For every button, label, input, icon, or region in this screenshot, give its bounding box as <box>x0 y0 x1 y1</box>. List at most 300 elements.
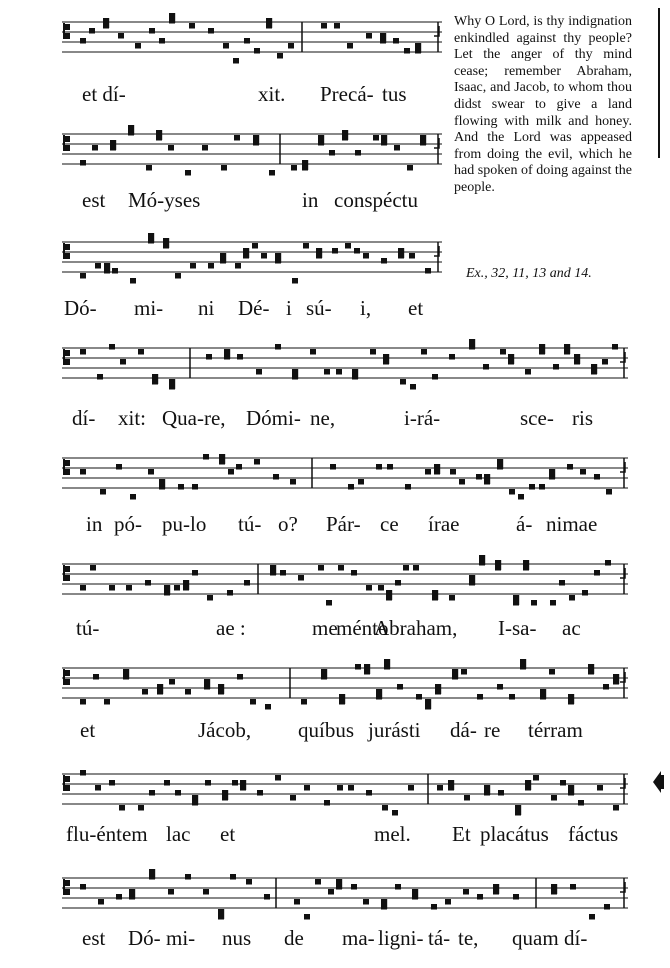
neume-icon <box>228 469 234 475</box>
neume-icon <box>410 384 416 390</box>
neume-icon <box>582 590 588 596</box>
lyric-syllable: placátus <box>480 822 549 846</box>
lyric-syllable: ce <box>380 512 399 536</box>
neume-icon <box>445 899 451 905</box>
neume-icon <box>208 28 214 34</box>
neume-icon <box>208 263 214 269</box>
neume-icon <box>559 580 565 586</box>
neume-icon <box>363 899 369 905</box>
lyric-syllable: in <box>302 188 319 212</box>
neume-icon <box>509 489 515 495</box>
page-edge-rule <box>658 8 660 158</box>
neume-icon <box>109 344 115 350</box>
neume-icon <box>80 349 86 355</box>
neume-icon <box>80 160 86 166</box>
neume-icon <box>233 58 239 64</box>
neume-icon <box>336 369 342 375</box>
neume-icon <box>185 170 191 176</box>
neume-icon <box>149 790 155 796</box>
neume-icon <box>237 354 243 360</box>
neume-icon <box>275 344 281 350</box>
lyric-syllable: i <box>286 296 292 320</box>
do-clef-icon <box>63 879 70 895</box>
custos-icon <box>620 672 625 682</box>
lyric-syllable: et dí- <box>82 82 126 106</box>
neume-icon <box>277 53 283 59</box>
do-clef-icon <box>63 669 70 685</box>
neume-icon <box>203 454 209 460</box>
neume-icon <box>603 684 609 690</box>
lyric-syllable: in <box>86 512 103 536</box>
lyric-syllable: et <box>220 822 236 846</box>
neume-icon <box>476 474 482 480</box>
neume-icon <box>513 894 519 900</box>
lyric-syllable: nimae <box>546 512 598 536</box>
neume-icon <box>112 268 118 274</box>
neume-icon <box>235 263 241 269</box>
neume-icon <box>613 805 619 811</box>
custos-icon <box>434 26 439 36</box>
neume-icon <box>382 805 388 811</box>
lyric-syllable: dí- <box>72 406 96 430</box>
neume-icon <box>232 780 238 786</box>
neume-icon <box>580 469 586 475</box>
neume-icon <box>408 785 414 791</box>
neume-icon <box>89 28 95 34</box>
staff-6 <box>62 558 628 602</box>
neume-icon <box>304 914 310 920</box>
neume-icon <box>120 359 126 365</box>
neume-icon <box>318 565 324 571</box>
neume-icon <box>393 38 399 44</box>
lyric-syllable: I-sa- <box>498 616 537 640</box>
neume-icon <box>355 664 361 670</box>
neume-icon <box>395 580 401 586</box>
neume-icon <box>366 790 372 796</box>
lyric-syllable: Dó- <box>128 926 161 950</box>
neume-icon <box>261 253 267 259</box>
neume-icon <box>432 374 438 380</box>
neume-icon <box>227 590 233 596</box>
staff-4 <box>62 342 628 386</box>
neume-icon <box>461 669 467 675</box>
neume-icon <box>550 600 556 606</box>
neume-icon <box>373 135 379 141</box>
neume-icon <box>378 585 384 591</box>
neume-icon <box>206 354 212 360</box>
lyric-syllable: mel. <box>374 822 411 846</box>
custos-icon <box>620 352 625 362</box>
neume-icon <box>464 795 470 801</box>
neume-icon <box>80 469 86 475</box>
neume-icon <box>292 278 298 284</box>
neume-icon <box>273 474 279 480</box>
lyric-syllable: Abraham, <box>374 616 458 640</box>
neume-icon <box>539 484 545 490</box>
neume-icon <box>477 894 483 900</box>
staff-8 <box>62 768 628 812</box>
lyric-syllable: Dé- <box>238 296 270 320</box>
do-clef-icon <box>63 459 70 475</box>
neume-icon <box>355 150 361 156</box>
neume-icon <box>518 494 524 500</box>
neume-icon <box>130 278 136 284</box>
lyric-syllable: i-rá- <box>404 406 441 430</box>
neume-icon <box>256 369 262 375</box>
lyric-syllable: xit. <box>258 82 286 106</box>
neume-icon <box>404 48 410 54</box>
custos-icon <box>620 882 625 892</box>
lyric-syllable: Pár- <box>326 512 361 536</box>
neume-icon <box>244 38 250 44</box>
lyric-syllable: térram <box>528 718 583 742</box>
neume-icon <box>303 243 309 249</box>
neume-icon <box>315 879 321 885</box>
lyric-syllable: dí- <box>564 926 588 950</box>
neume-icon <box>326 600 332 606</box>
lyric-syllable: tá- <box>428 926 451 950</box>
neume-icon <box>95 785 101 791</box>
neume-icon <box>104 699 110 705</box>
neume-icon <box>280 570 286 576</box>
neume-icon <box>403 565 409 571</box>
neume-icon <box>606 489 612 495</box>
neume-icon <box>138 349 144 355</box>
lyric-syllable: írae <box>428 512 460 536</box>
lyric-syllable: Precá- <box>320 82 374 106</box>
neume-icon <box>169 679 175 685</box>
neume-icon <box>594 570 600 576</box>
neume-icon <box>148 469 154 475</box>
neume-icon <box>254 48 260 54</box>
staff-7 <box>62 662 628 706</box>
do-clef-icon <box>63 349 70 365</box>
lyric-syllable: Mó-yses <box>128 188 201 212</box>
neume-icon <box>269 170 275 176</box>
lyric-syllable: ma- <box>342 926 375 950</box>
neume-icon <box>189 23 195 29</box>
neume-icon <box>164 780 170 786</box>
neume-icon <box>351 570 357 576</box>
neume-icon <box>337 785 343 791</box>
neume-icon <box>321 23 327 29</box>
neume-icon <box>146 165 152 171</box>
lyric-syllable: quíbus <box>298 718 355 742</box>
neume-icon <box>449 354 455 360</box>
lyric-syllable: quam <box>512 926 559 950</box>
neume-icon <box>324 369 330 375</box>
neume-icon <box>569 595 575 601</box>
neume-icon <box>370 349 376 355</box>
neume-icon <box>159 38 165 44</box>
neume-icon <box>168 145 174 151</box>
lyric-syllable: tus <box>382 82 407 106</box>
lyric-syllable: et <box>408 296 424 320</box>
lyric-syllable: o? <box>278 512 298 536</box>
neume-icon <box>230 874 236 880</box>
neume-icon <box>290 479 296 485</box>
scripture-citation: Ex., 32, 11, 13 and 14. <box>466 266 592 281</box>
staff-5 <box>62 452 628 496</box>
margin-arrow-icon <box>651 767 665 797</box>
lyric-syllable: flu-éntem <box>66 822 148 846</box>
lyric-syllable: ligni- <box>378 926 424 950</box>
lyric-syllable: te, <box>458 926 479 950</box>
neume-icon <box>351 884 357 890</box>
lyric-syllable: Dómi- <box>246 406 301 430</box>
neume-icon <box>425 268 431 274</box>
neume-icon <box>459 479 465 485</box>
lyric-syllable: et <box>80 718 96 742</box>
neume-icon <box>497 684 503 690</box>
neume-icon <box>498 790 504 796</box>
neume-icon <box>244 580 250 586</box>
neume-icon <box>376 464 382 470</box>
neume-icon <box>80 273 86 279</box>
neume-icon <box>116 894 122 900</box>
lyric-syllable: me <box>312 616 338 640</box>
neume-icon <box>100 489 106 495</box>
lyric-syllable: ne, <box>310 406 336 430</box>
neume-icon <box>252 243 258 249</box>
neume-icon <box>109 780 115 786</box>
neume-icon <box>395 884 401 890</box>
neume-icon <box>529 484 535 490</box>
neume-icon <box>531 600 537 606</box>
neume-icon <box>594 474 600 480</box>
lyric-syllable: ae : <box>216 616 246 640</box>
neume-icon <box>291 165 297 171</box>
lyric-syllable: mi- <box>166 926 196 950</box>
neume-icon <box>116 464 122 470</box>
neume-icon <box>92 145 98 151</box>
custos-icon <box>620 568 625 578</box>
neume-icon <box>330 464 336 470</box>
neume-icon <box>207 595 213 601</box>
do-clef-icon <box>63 775 70 791</box>
neume-icon <box>597 785 603 791</box>
staff-9 <box>62 872 628 916</box>
neume-icon <box>126 585 132 591</box>
neume-icon <box>348 484 354 490</box>
neume-icon <box>234 135 240 141</box>
neume-icon <box>257 790 263 796</box>
neume-icon <box>345 243 351 249</box>
lyric-syllable: est <box>82 188 106 212</box>
neume-icon <box>570 884 576 890</box>
neume-icon <box>97 374 103 380</box>
neume-icon <box>310 349 316 355</box>
neume-icon <box>394 145 400 151</box>
neume-icon <box>431 904 437 910</box>
staff-1 <box>62 16 442 60</box>
neume-icon <box>142 689 148 695</box>
neume-icon <box>409 253 415 259</box>
lyric-syllable: sú- <box>306 296 332 320</box>
neume-icon <box>203 889 209 895</box>
neume-icon <box>168 889 174 895</box>
lyric-syllable: ac <box>562 616 581 640</box>
lyric-syllable: ni <box>198 296 215 320</box>
neume-icon <box>405 484 411 490</box>
neume-icon <box>80 884 86 890</box>
neume-icon <box>348 785 354 791</box>
lyric-syllable: Jácob, <box>198 718 252 742</box>
neume-icon <box>525 369 531 375</box>
neume-icon <box>202 145 208 151</box>
custos-icon <box>620 462 625 472</box>
neume-icon <box>175 273 181 279</box>
lyric-syllable: ris <box>572 406 593 430</box>
neume-icon <box>500 349 506 355</box>
neume-icon <box>551 795 557 801</box>
neume-icon <box>265 704 271 710</box>
neume-icon <box>80 699 86 705</box>
neume-icon <box>334 23 340 29</box>
neume-icon <box>425 469 431 475</box>
neume-icon <box>236 464 242 470</box>
lyric-syllable: lac <box>166 822 191 846</box>
neume-icon <box>250 699 256 705</box>
neume-icon <box>560 780 566 786</box>
lyric-syllable: Et <box>452 822 471 846</box>
neume-icon <box>387 464 393 470</box>
neume-icon <box>246 879 252 885</box>
lyric-syllable: est <box>82 926 106 950</box>
neume-icon <box>185 689 191 695</box>
neume-icon <box>93 674 99 680</box>
lyric-syllable: Dó- <box>64 296 97 320</box>
neume-icon <box>589 914 595 920</box>
do-clef-icon <box>63 135 70 151</box>
neume-icon <box>400 379 406 385</box>
neume-icon <box>407 165 413 171</box>
neume-icon <box>109 585 115 591</box>
neume-icon <box>221 165 227 171</box>
neume-icon <box>553 364 559 370</box>
neume-icon <box>329 150 335 156</box>
lyric-syllable: xit: <box>118 406 147 430</box>
neume-icon <box>549 669 555 675</box>
neume-icon <box>477 694 483 700</box>
neume-icon <box>190 263 196 269</box>
neume-icon <box>223 43 229 49</box>
lyric-syllable: Qua-re, <box>162 406 226 430</box>
neume-icon <box>237 674 243 680</box>
custos-icon <box>620 778 625 788</box>
neume-icon <box>363 253 369 259</box>
neume-icon <box>354 248 360 254</box>
neume-icon <box>145 580 151 586</box>
neume-icon <box>347 43 353 49</box>
neume-icon <box>381 258 387 264</box>
neume-icon <box>602 359 608 365</box>
neume-icon <box>392 810 398 816</box>
lyric-syllable: re <box>484 718 501 742</box>
lyric-syllable: pó- <box>114 512 142 536</box>
lyric-syllable: ménto <box>336 616 389 640</box>
neume-icon <box>483 364 489 370</box>
lyric-syllable: mi- <box>134 296 164 320</box>
neume-icon <box>437 785 443 791</box>
neume-icon <box>509 694 515 700</box>
neume-icon <box>450 469 456 475</box>
neume-icon <box>578 800 584 806</box>
neume-icon <box>298 575 304 581</box>
neume-icon <box>178 484 184 490</box>
neume-icon <box>149 28 155 34</box>
staff-2 <box>62 128 442 172</box>
lyric-syllable: jurásti <box>368 718 421 742</box>
neume-icon <box>605 560 611 566</box>
neume-icon <box>604 904 610 910</box>
neume-icon <box>304 785 310 791</box>
neume-icon <box>288 43 294 49</box>
neume-icon <box>95 263 101 269</box>
do-clef-icon <box>63 243 70 259</box>
custos-icon <box>434 246 439 256</box>
lyric-syllable: fáctus <box>568 822 619 846</box>
neume-icon <box>80 585 86 591</box>
lyric-syllable: á- <box>516 512 533 536</box>
neume-icon <box>175 790 181 796</box>
lyric-syllable: i, <box>360 296 372 320</box>
neume-icon <box>138 805 144 811</box>
neume-icon <box>416 694 422 700</box>
lyric-syllable: tú- <box>238 512 262 536</box>
custos-icon <box>434 138 439 148</box>
neume-icon <box>174 585 180 591</box>
neume-icon <box>463 889 469 895</box>
neume-icon <box>135 43 141 49</box>
neume-icon <box>324 800 330 806</box>
neume-icon <box>612 344 618 350</box>
neume-icon <box>119 805 125 811</box>
neume-icon <box>80 38 86 44</box>
neume-icon <box>413 565 419 571</box>
lyric-syllable: pu-lo <box>162 512 207 536</box>
neume-icon <box>294 899 300 905</box>
neume-icon <box>98 899 104 905</box>
neume-icon <box>358 479 364 485</box>
neume-icon <box>366 33 372 39</box>
lyric-syllable: conspéctu <box>334 188 418 212</box>
neume-icon <box>567 464 573 470</box>
neume-icon <box>254 459 260 465</box>
neume-icon <box>205 780 211 786</box>
neume-icon <box>80 770 86 776</box>
neume-icon <box>90 565 96 571</box>
neume-icon <box>192 570 198 576</box>
lyric-syllable: nus <box>222 926 252 950</box>
do-clef-icon <box>63 23 70 39</box>
lyric-syllable: de <box>284 926 304 950</box>
neume-icon <box>130 494 136 500</box>
neume-icon <box>118 33 124 39</box>
neume-icon <box>533 775 539 781</box>
neume-icon <box>192 484 198 490</box>
translation-text: Why O Lord, is thy indignation enkindled against thy people? Let the anger of thy mind cease; remember Abraham, Isaac, and Jacob, to whom thou didst swear to give a land flowing with milk and honey. And the Lord was appeased from doing the evil, which he had spoken of doing against the people. <box>454 14 632 195</box>
lyric-syllable: sce- <box>520 406 554 430</box>
neume-icon <box>449 595 455 601</box>
neume-icon <box>332 248 338 254</box>
do-clef-icon <box>63 565 70 581</box>
neume-icon <box>290 795 296 801</box>
neume-icon <box>301 699 307 705</box>
neume-icon <box>421 349 427 355</box>
neume-icon <box>397 684 403 690</box>
lyric-syllable: tú- <box>76 616 100 640</box>
